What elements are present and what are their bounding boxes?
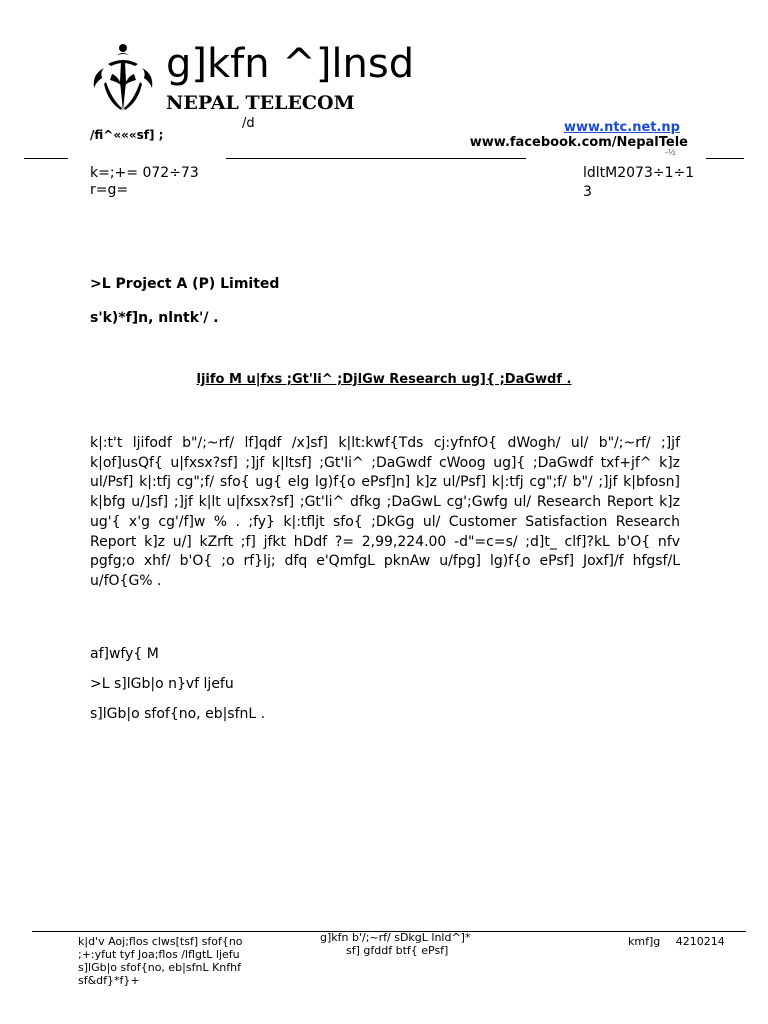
signature-line-3: s]lGb|o sfof{no, eb|sfnL . [90,706,266,722]
date-line-1: ldltM2073÷1÷1 [583,165,695,181]
phone-number: 4210214 [675,935,725,948]
nepal-telecom-logo [88,42,158,114]
header-rule-center [226,158,526,159]
signature-line-1: af]wfy{ M [90,646,159,662]
footer-left-line-1: k|d'v Aoj;flos clws[tsf] sfof{no [78,935,243,948]
facebook-clipped-text: -½ [665,148,676,157]
header-rule-right [706,158,744,159]
footer-left-line-4: sf&df}*f}+ [78,974,140,987]
organization-name: g]kfn ^]lnsd [166,41,415,87]
slash-d-text: /d [242,116,255,131]
footer-center-line-2: sf] gfddf btf{ ePsf] [346,944,449,957]
addressee-name: >L Project A (P) Limited [90,276,280,292]
organization-name-english: NEPAL TELECOM [166,92,355,114]
footer-left-line-2: ;+:yfut tyf Joa;flos /lflgtL ljefu [78,948,240,961]
subject-line: ljifo M u|fxs ;Gt'li^ ;DjlGw Research ug]{ ;DaGwdf . [196,372,572,387]
reference-number: r=g= [90,182,129,198]
footer-phone [628,935,725,948]
phone-label: kmf]g [628,935,661,948]
footer-center [320,931,500,957]
slogan: /fi^«««sf] ; [90,128,164,142]
letter-body: k|:t't ljifodf b"/;~rf/ lf]qdf /x]sf] k|lt:kwf{Tds cj:yfnfO{ dWogh/ ul/ b"/;~rf/ ;]jf k|of]usQf{ u|fxsx?sf] ;]jf k|ltsf] ;Gt'li^ ;DaGwdf cWoog ug]{ ;DaGwdf txf+jf^ k]z ul/Psf] k|:tfj cg";f/ sfo{ ug{ elg lg)f{o ePsf]n] k]z ul/Psf] k|:tfj cg";f/ b"/ ;]jf k|bfosn] k|bfg u/]sf] ;]jf k|lt u|fxsx?sf] ;Gt'li^ dfkg ;DaGwL cg';Gwfg ul/ Research Report k]z ug'{ x'g cg'/f]w % . ;fy} k|:tfljt sfo{ ;DkGg ul/ Customer Satisfaction Research Report k]z u/] kZrft ;f] jfkt hDdf ?= 2,99,224.00 -d"=c=s/ ;d]t_ clf]?kL b'O{ nfv pgfg;o xhf/ b'O{ ;o rf}lj; dfq e'QmfgL pknAw u/fpg] lg)f{o ePsf] Joxf]/f hfgsf/L u/fO{G% . [90,435,680,589]
facebook-link[interactable]: www.facebook.com/NepalTele [469,135,688,150]
footer-center-line-1: g]kfn b'/;~rf/ sDkgL lnld^]* [320,931,471,944]
footer-left-line-3: s]lGb|o sfof{no, eb|sfnL Knfhf [78,961,241,974]
signature-line-2: >L s]lGb|o n}vf ljefu [90,676,234,692]
addressee-address: s'k)*f]n, nlntk'/ . [90,310,219,326]
fiscal-year: k=;+= 072÷73 [90,165,199,181]
date-line-2: 3 [583,184,592,200]
footer-left [78,935,243,987]
website-link[interactable]: www.ntc.net.np [563,120,680,135]
header-rule-left [24,158,68,159]
